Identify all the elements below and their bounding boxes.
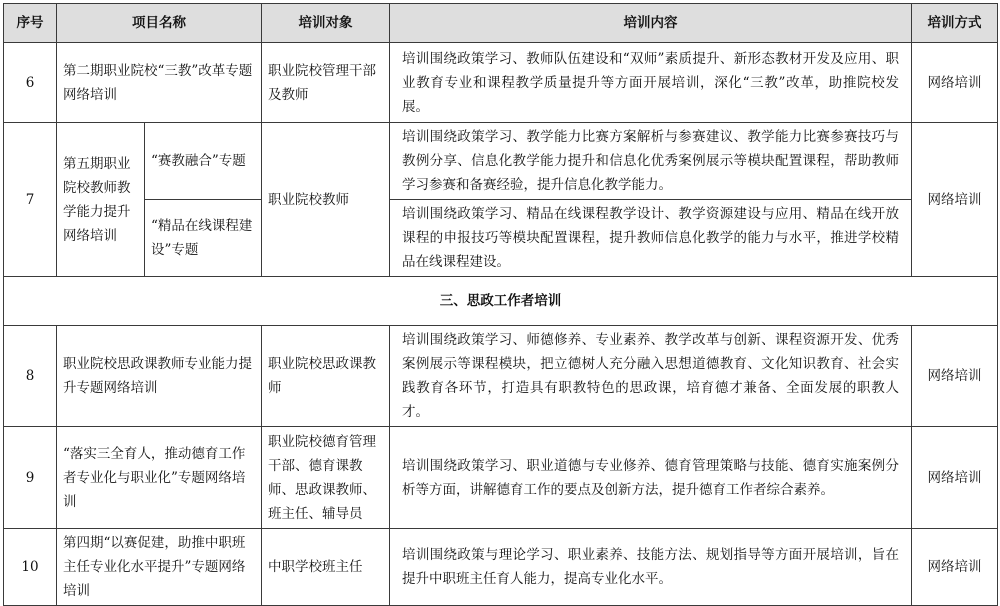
header-content: 培训内容 [390,4,912,43]
training-table-container [3,3,997,599]
header-name: 项目名称 [57,4,262,43]
section-row [4,277,998,326]
training-content: 培训围绕政策学习、职业道德与专业修养、德育管理策略与技能、德育实施案例分析等方面，讲解德育工作的要点及创新方法，提升德育工作者综合素养。 [390,427,912,529]
table-row [4,326,998,427]
header-target: 培训对象 [262,4,390,43]
training-target: 职业院校德育管理干部、德育课教师、思政课教师、班主任、辅导员 [262,427,390,529]
table-row [4,529,998,606]
table-row [4,123,998,200]
training-target: 职业院校教师 [262,123,390,277]
training-content: 培训围绕政策学习、教学能力比赛方案解析与参赛建议、教学能力比赛参赛技巧与教例分享、信息化教学能力提升和信息化优秀案例展示等模块配置课程，帮助教师学习参赛和备赛经验，提升信息化教学能力。 [390,123,912,200]
project-name: 第五期职业院校教师教学能力提升网络培训 [57,123,145,277]
training-table [3,3,998,606]
row-num: 7 [4,123,57,277]
training-target: 中职学校班主任 [262,529,390,606]
training-content: 培训围绕政策与理论学习、职业素养、技能方法、规划指导等方面开展培训，旨在提升中职班主任育人能力，提高专业化水平。 [390,529,912,606]
table-row [4,427,998,529]
row-num: 9 [4,427,57,529]
section-heading: 三、思政工作者培训 [4,277,998,326]
training-method: 网络培训 [912,123,998,277]
training-method: 网络培训 [912,43,998,123]
table-row [4,43,998,123]
training-target: 职业院校管理干部及教师 [262,43,390,123]
project-name: 第四期“以赛促建，助推中职班主任专业化水平提升”专题网络培训 [57,529,262,606]
training-content: 培训围绕政策学习、师德修养、专业素养、教学改革与创新、课程资源开发、优秀案例展示等课程模块，把立德树人充分融入思想道德教育、文化知识教育、社会实践教育各环节，打造具有职教特色的思政课，培育德才兼备、全面发展的职教人才。 [390,326,912,427]
project-name: 第二期职业院校“三教”改革专题网络培训 [57,43,262,123]
sub-topic: “赛教融合”专题 [145,123,262,200]
training-method: 网络培训 [912,529,998,606]
header-method: 培训方式 [912,4,998,43]
row-num: 6 [4,43,57,123]
training-method: 网络培训 [912,326,998,427]
table-row [4,200,998,277]
row-num: 10 [4,529,57,606]
header-row [4,4,998,43]
row-num: 8 [4,326,57,427]
training-content: 培训围绕政策学习、精品在线课程教学设计、教学资源建设与应用、精品在线开放课程的申报技巧等模块配置课程，提升教师信息化教学的能力与水平，推进学校精品在线课程建设。 [390,200,912,277]
training-method: 网络培训 [912,427,998,529]
sub-topic: “精品在线课程建设”专题 [145,200,262,277]
header-num: 序号 [4,4,57,43]
training-content: 培训围绕政策学习、教师队伍建设和“双师”素质提升、新形态教材开发及应用、职业教育专业和课程教学质量提升等方面开展培训，深化“三教”改革，助推院校发展。 [390,43,912,123]
training-target: 职业院校思政课教师 [262,326,390,427]
project-name: “落实三全育人，推动德育工作者专业化与职业化”专题网络培训 [57,427,262,529]
project-name: 职业院校思政课教师专业能力提升专题网络培训 [57,326,262,427]
